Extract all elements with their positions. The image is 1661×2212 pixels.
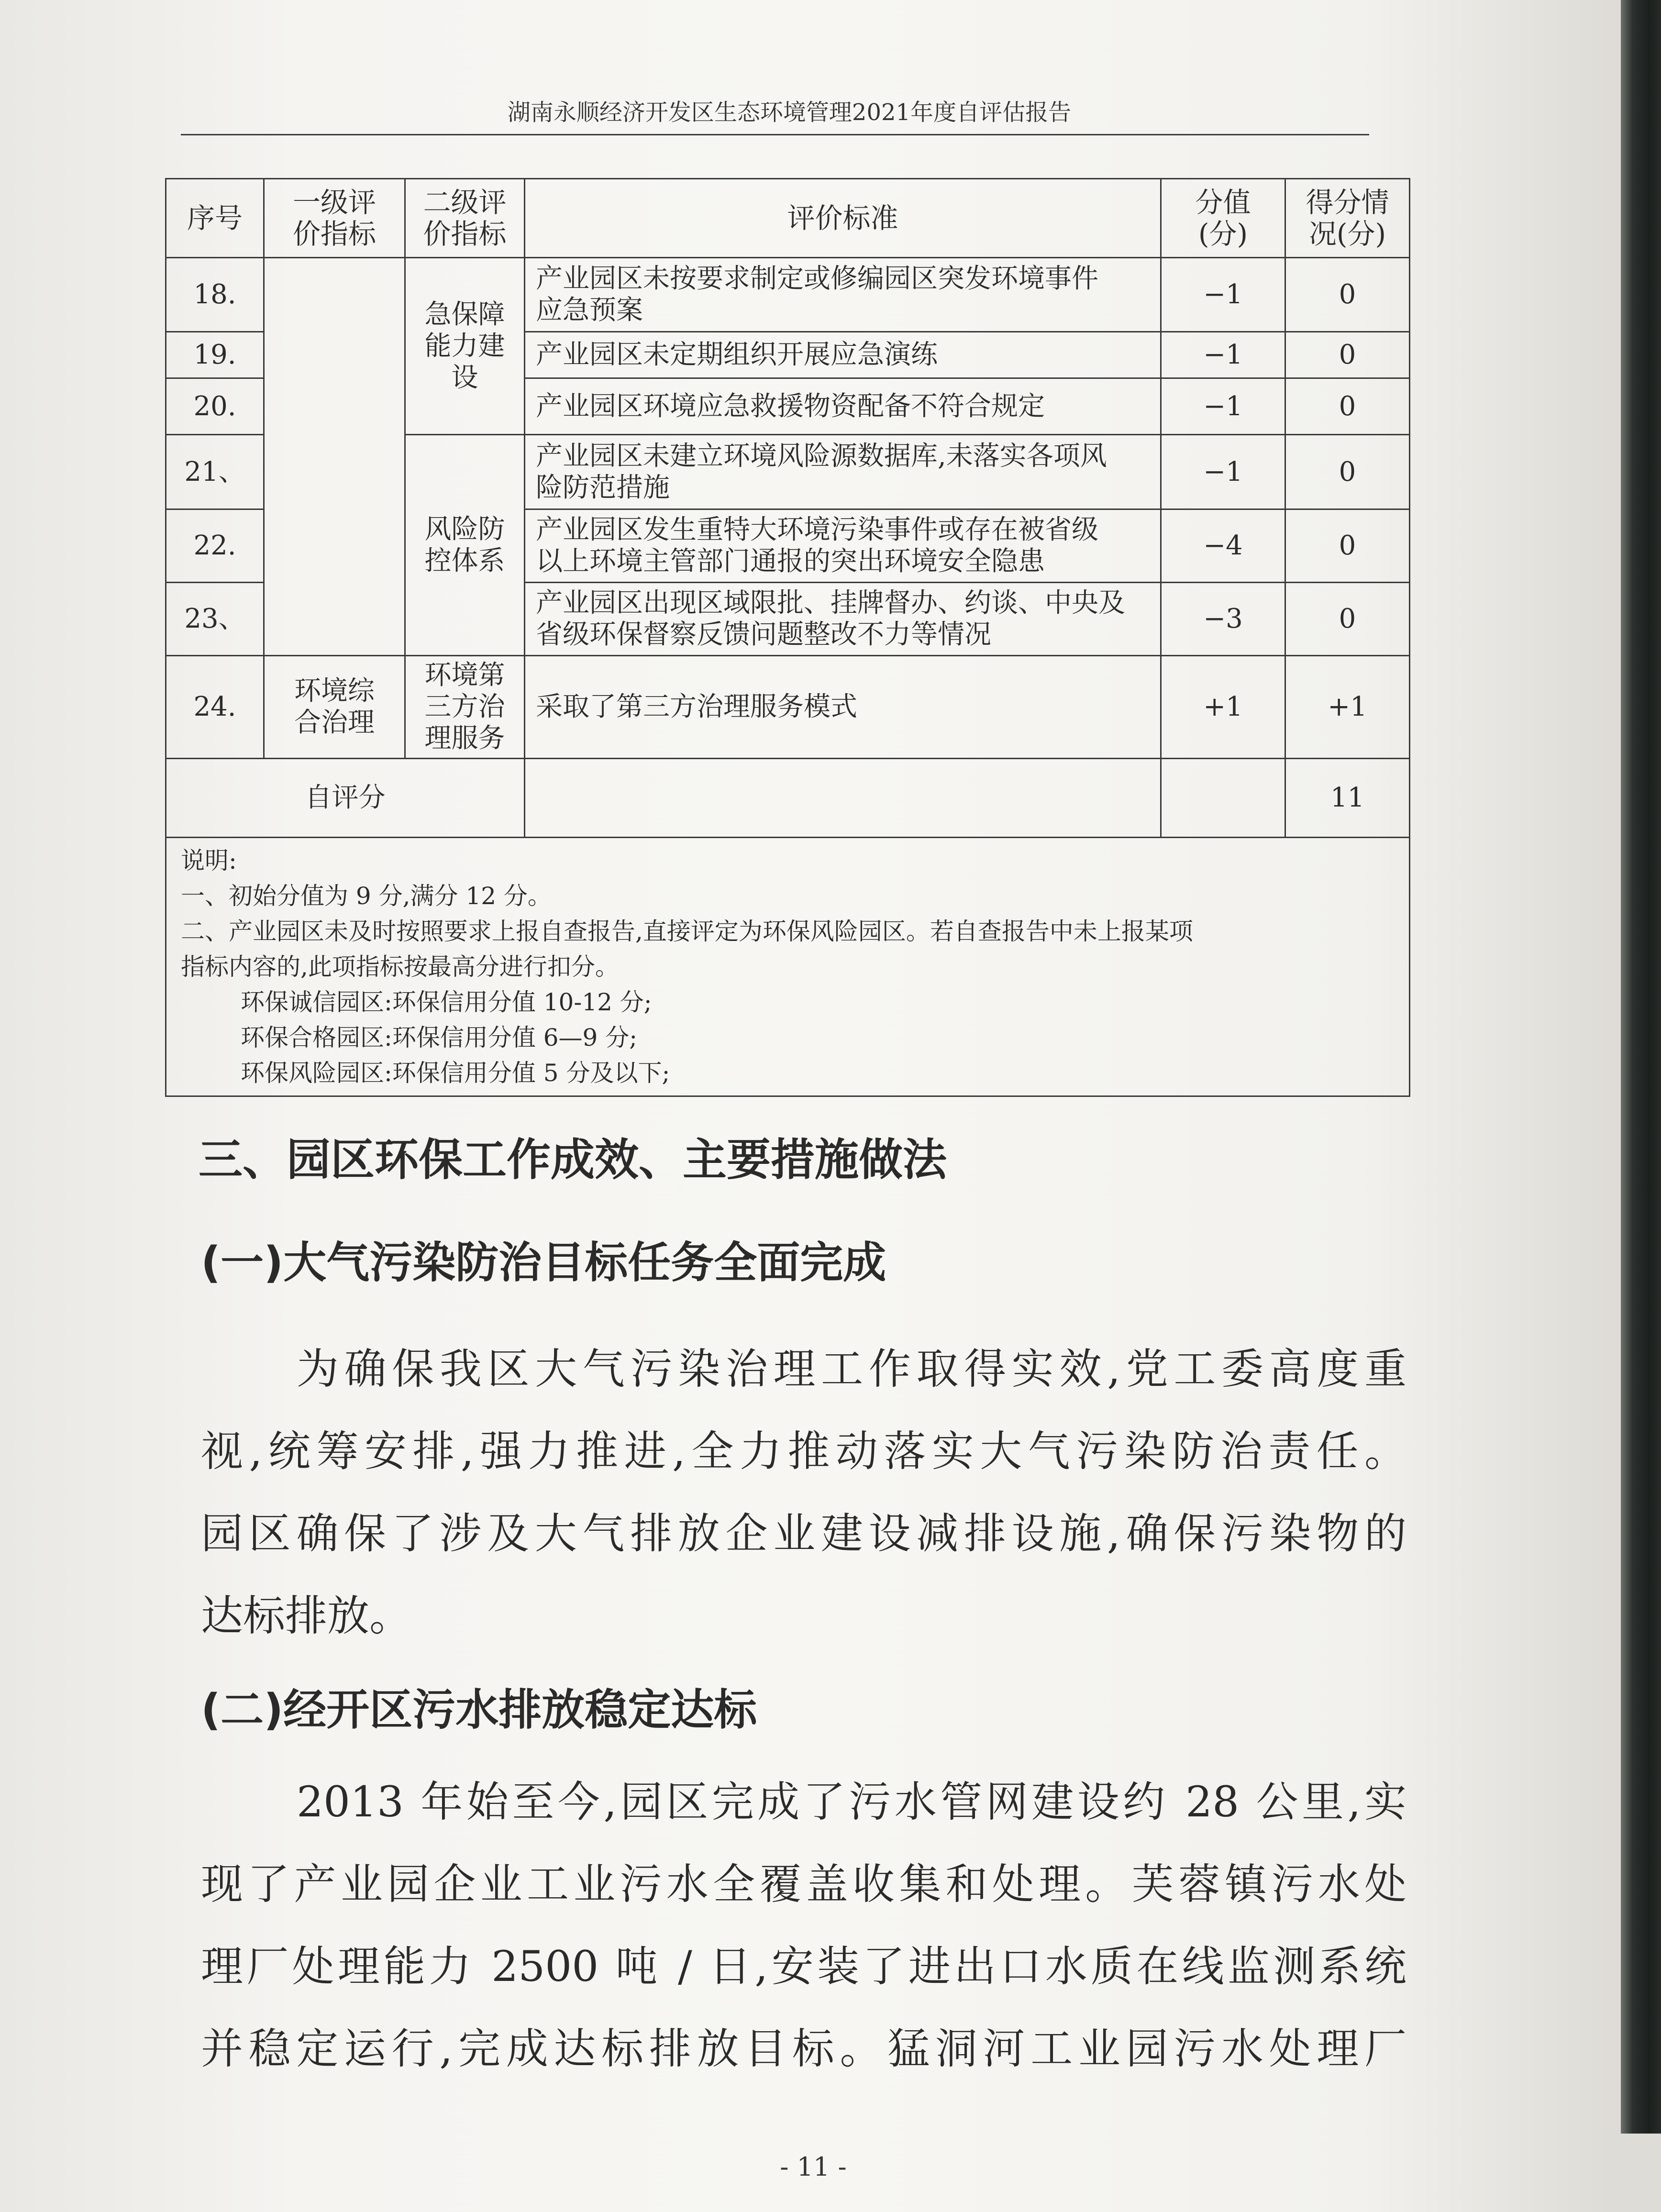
level1-text: 环境综 [294,675,375,707]
header-text: 价指标 [292,218,376,250]
note-line: 二、产业园区未及时按照要求上报自查报告,直接评定为环保风险园区。若自查报告中未上报某项 [181,918,1193,945]
level2-text: 三方治 [424,691,505,722]
page-number: - 11 - [780,2152,847,2182]
criteria-cell [525,656,1161,759]
header-text: 分值 [1195,186,1251,219]
paragraph-line: 园区确保了涉及大气排放企业建设减排设施,确保污染物的 [201,1509,1406,1558]
result-cell: 0 [1285,509,1410,583]
self-score-score-blank [1161,759,1285,838]
table-row [166,258,1410,332]
criteria-text: 产业园区未按要求制定或修编园区突发环境事件 [536,263,1098,294]
level2-text: 控体系 [424,545,505,576]
criteria-cell [525,583,1161,656]
column-header-score [1161,179,1285,258]
running-header: 湖南永顺经济开发区生态环境管理2021年度自评估报告 [507,99,1072,126]
seq-cell: 24. [166,656,264,759]
self-score-label: 自评分 [166,759,525,838]
level2-text: 环境第 [424,660,505,691]
score-cell: −1 [1161,258,1285,332]
criteria-text: 应急预案 [536,295,643,326]
header-text: (分) [1198,218,1248,250]
paragraph-line: 视,统筹安排,强力推进,全力推动落实大气污染防治责任。 [201,1427,1406,1476]
level2-text: 能力建 [424,330,505,362]
seq-cell: 21、 [166,435,264,509]
score-cell: −1 [1161,435,1285,509]
criteria-text: 省级环保督察反馈问题整改不力等情况 [536,619,991,650]
seq-cell: 18. [166,258,264,332]
note-line: 环保风险园区:环保信用分值 5 分及以下; [241,1059,670,1087]
note-line: 指标内容的,此项指标按最高分进行扣分。 [181,953,619,981]
criteria-text: 险防范措施 [536,472,670,503]
note-line: 说明: [181,847,237,874]
header-text: 价指标 [423,218,507,250]
seq-cell: 20. [166,378,264,435]
score-cell: −3 [1161,583,1285,656]
score-cell: +1 [1161,656,1285,759]
table-row [166,656,1410,759]
column-header-result [1285,179,1410,258]
criteria-cell [525,332,1161,378]
header-text: 得分情 [1306,186,1389,219]
criteria-text: 产业园区未定期组织开展应急演练 [536,339,938,370]
self-score-row [166,759,1410,838]
note-line: 环保诚信园区:环保信用分值 10-12 分; [241,988,652,1016]
result-cell: +1 [1285,656,1410,759]
photo-background-edge [1621,0,1661,2134]
paragraph-air [201,1328,1406,1657]
criteria-text: 产业园区出现区域限批、挂牌督办、约谈、中央及 [536,587,1125,619]
seq-cell: 23、 [166,583,264,656]
paragraph-line: 2013 年始至今,园区完成了污水管网建设约 28 公里,实 [297,1777,1406,1826]
header-text: 二级评 [423,186,507,219]
column-header-criteria [525,179,1161,258]
notes-cell [166,838,1410,1096]
criteria-cell [525,435,1161,509]
seq-cell: 22. [166,509,264,583]
paragraph-line: 现了产业园企业工业污水全覆盖收集和处理。芙蓉镇污水处 [201,1859,1406,1909]
result-cell: 0 [1285,258,1410,332]
criteria-text: 产业园区环境应急救援物资配备不符合规定 [536,390,1045,422]
header-text: 序号 [187,202,243,234]
paragraph-line: 理厂处理能力 2500 吨 / 日,安装了进出口水质在线监测系统 [201,1942,1406,1991]
score-cell: −4 [1161,509,1285,583]
criteria-cell [525,378,1161,435]
criteria-cell [525,509,1161,583]
level1-cell-blank [264,258,405,656]
subsection-heading-air: (一)大气污染防治目标任务全面完成 [201,1238,886,1288]
paragraph-line: 并稳定运行,完成达标排放目标。猛洞河工业园污水处理厂 [201,2024,1406,2073]
header-text: 况(分) [1308,218,1386,250]
level1-text: 合治理 [294,707,375,738]
section-heading: 三、园区环保工作成效、主要措施做法 [199,1134,947,1185]
paragraph-line: 达标排放。 [201,1591,412,1640]
notes-row [166,838,1410,1096]
note-line: 一、初始分值为 9 分,满分 12 分。 [181,882,552,910]
level2-text: 理服务 [424,723,505,754]
column-header-level2 [405,179,525,258]
self-score-criteria-blank [525,759,1161,838]
score-cell: −1 [1161,332,1285,378]
score-cell: −1 [1161,378,1285,435]
note-line: 环保合格园区:环保信用分值 6—9 分; [241,1024,638,1051]
column-header-seq [166,179,264,258]
paragraph-line: 为确保我区大气污染治理工作取得实效,党工委高度重 [297,1344,1406,1394]
subsection-heading-water: (二)经开区污水排放稳定达标 [201,1685,757,1735]
criteria-text: 产业园区未建立环境风险源数据库,未落实各项风 [536,440,1107,472]
column-header-level1 [264,179,405,258]
paragraph-water [201,1761,1406,2090]
result-cell: 0 [1285,583,1410,656]
level2-cell [405,656,525,759]
header-text: 一级评 [292,186,376,219]
criteria-text: 以上环境主管部门通报的突出环境安全隐患 [536,546,1045,577]
table-header-row [166,179,1410,258]
level2-text: 急保障 [424,299,505,330]
level2-cell-risk [405,435,525,656]
level2-text: 设 [451,362,478,393]
level2-cell-emergency [405,258,525,435]
seq-cell: 19. [166,332,264,378]
self-score-result: 11 [1285,759,1410,838]
result-cell: 0 [1285,378,1410,435]
criteria-cell [525,258,1161,332]
evaluation-table [165,178,1410,1097]
result-cell: 0 [1285,435,1410,509]
criteria-text: 产业园区发生重特大环境污染事件或存在被省级 [536,514,1098,545]
level2-text: 风险防 [424,513,505,545]
header-text: 评价标准 [787,202,898,234]
header-divider [181,134,1369,135]
criteria-text: 采取了第三方治理服务模式 [536,691,857,722]
level1-cell [264,656,405,759]
result-cell: 0 [1285,332,1410,378]
